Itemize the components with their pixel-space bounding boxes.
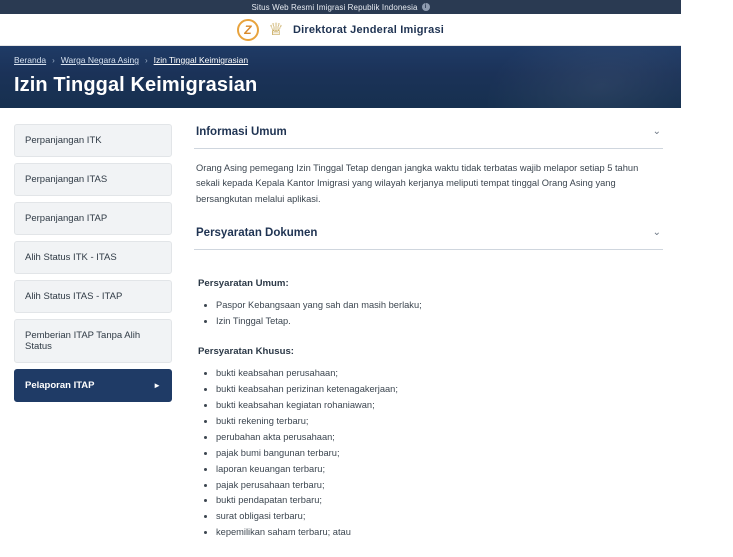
imigrasi-logo-icon: Z	[237, 19, 259, 41]
sidebar-item-pemberian-itap-tanpa-alih-status[interactable]	[14, 319, 172, 363]
page-hero	[0, 46, 681, 108]
breadcrumb-separator-icon: ›	[52, 55, 55, 65]
brand-logo-group[interactable]	[237, 19, 444, 41]
accordion-title: Persyaratan Dokumen	[196, 226, 318, 239]
breadcrumb-item-wna[interactable]: Warga Negara Asing	[60, 55, 139, 65]
list-item: • bukti rekening terbaru;	[216, 414, 661, 430]
list-item: • surat obligasi terbaru;	[216, 509, 661, 525]
sidebar-item-label: Alih Status ITK - ITAS	[25, 252, 117, 263]
garuda-emblem-icon: ♕	[268, 20, 284, 39]
sidebar-item-label: Pelaporan ITAP	[25, 380, 95, 391]
breadcrumb	[0, 52, 681, 65]
list-item: • Izin Tinggal Tetap.	[216, 314, 661, 330]
main-content	[172, 122, 667, 538]
list-item: • bukti keabsahan perizinan ketenagakerjaan;	[216, 382, 661, 398]
sidebar-item-alih-status-itas-itap[interactable]	[14, 280, 172, 313]
sidebar-item-label: Perpanjangan ITK	[25, 135, 102, 146]
breadcrumb-separator-icon: ›	[144, 55, 148, 65]
accordion-body-persyaratan-dokumen	[194, 250, 663, 557]
persyaratan-umum-heading: Persyaratan Umum:	[198, 277, 289, 289]
sidebar-item-label: Perpanjangan ITAP	[25, 213, 108, 224]
sidebar-item-label: Alih Status ITAS - ITAP	[25, 291, 123, 302]
sidebar-nav	[14, 122, 172, 492]
info-icon[interactable]: i	[422, 3, 430, 11]
sidebar-item-alih-status-itk-itas[interactable]	[14, 241, 172, 274]
sidebar-item-perpanjangan-itap[interactable]	[14, 202, 172, 235]
content-area	[0, 108, 681, 538]
breadcrumb-item-home[interactable]: Beranda	[14, 55, 47, 65]
sidebar-item-label: Perpanjangan ITAS	[25, 174, 108, 185]
accordion-body-informasi-umum	[194, 149, 663, 223]
sidebar-item-perpanjangan-itas[interactable]	[14, 163, 172, 196]
sidebar-item-pelaporan-itap[interactable]	[14, 369, 172, 402]
list-item: • kepemilikan saham terbaru; atau	[216, 525, 661, 541]
informasi-umum-paragraph: Orang Asing pemegang Izin Tinggal Tetap dengan jangka waktu tidak terbatas wajib melapor setiap 5 tahun sekali kepada Kepala Kantor Imigrasi yang wilayah kerjanya meliputi tempat tinggal Orang Asing yang bersangkutan melalui aplikasi.	[196, 163, 639, 204]
government-site-banner	[0, 0, 681, 14]
persyaratan-khusus-heading: Persyaratan Khusus:	[198, 345, 294, 357]
brand-title: Direktorat Jenderal Imigrasi	[292, 23, 445, 36]
persyaratan-umum-list	[216, 298, 661, 330]
list-item: • pajak perusahaan terbaru;	[216, 478, 661, 494]
breadcrumb-item-current[interactable]: Izin Tinggal Keimigrasian	[153, 55, 249, 65]
accordion-header-persyaratan-dokumen[interactable]	[194, 223, 663, 250]
page-title: Izin Tinggal Keimigrasian	[14, 74, 258, 96]
list-item: • perubahan akta perusahaan;	[216, 430, 661, 446]
chevron-right-icon: ►	[153, 381, 161, 390]
list-item: • bukti pendapatan terbaru;	[216, 493, 661, 509]
gov-banner-text: Situs Web Resmi Imigrasi Republik Indonesia	[251, 2, 418, 12]
persyaratan-khusus-list	[216, 366, 661, 542]
list-item: • Paspor Kebangsaan yang sah dan masih berlaku;	[216, 298, 661, 314]
sidebar-item-label: Pemberian ITAP Tanpa Alih Status	[25, 330, 141, 352]
chevron-down-icon[interactable]: ⌄	[652, 226, 661, 238]
list-item: • pajak bumi bangunan terbaru;	[216, 446, 661, 462]
list-item: • bukti keabsahan perusahaan;	[216, 366, 661, 382]
accordion-title: Informasi Umum	[196, 126, 287, 138]
list-item: • bukti keabsahan kegiatan rohaniawan;	[216, 398, 661, 414]
list-item: • laporan keuangan terbaru;	[216, 462, 661, 478]
sidebar-item-perpanjangan-itk[interactable]	[14, 124, 172, 157]
